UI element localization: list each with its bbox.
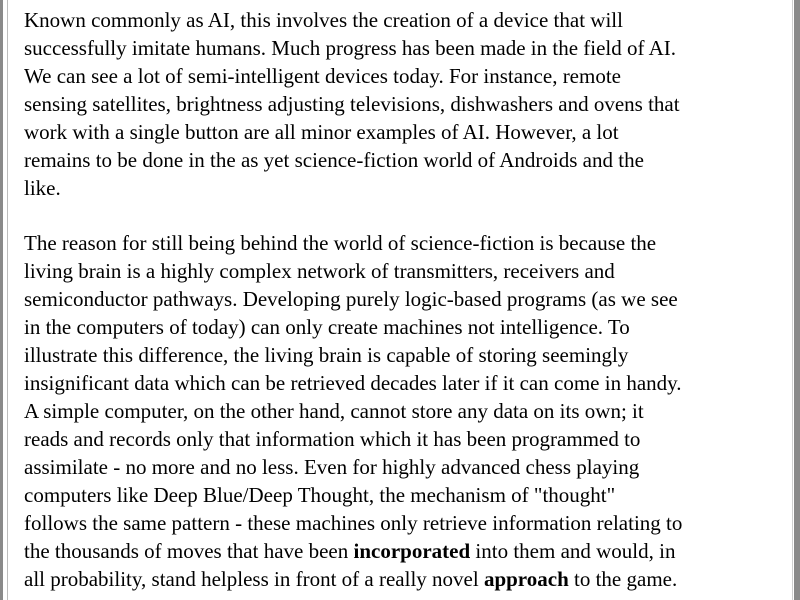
text-run: all probability, stand helpless in front of a really novel [24,567,484,591]
text-line: remains to be done in the as yet science-fiction world of Androids and the [24,148,644,172]
paragraph-2 [24,229,682,593]
text-line: successfully imitate humans. Much progress has been made in the field of AI. [24,36,677,60]
text-line: work with a single button are all minor examples of AI. However, a lot [24,120,619,144]
text-run: into them and would, in [470,539,676,563]
text-line: insignificant data which can be retrieved decades later if it can come in handy. [24,371,682,395]
right-border [794,0,800,600]
text-line: in the computers of today) can only create machines not intelligence. To [24,315,630,339]
left-border [0,0,3,600]
text-run: to the game. [568,567,678,591]
text-line: computers like Deep Blue/Deep Thought, the mechanism of "thought" [24,483,616,507]
paragraph-1 [24,6,680,202]
text-run: the thousands of moves that have been [24,539,354,563]
bold-word-incorporated: incorporated [353,539,471,563]
text-line: semiconductor pathways. Developing purely logic-based programs (as we see [24,287,678,311]
text-line: A simple computer, on the other hand, cannot store any data on its own; it [24,399,644,423]
text-line: The reason for still being behind the world of science-fiction is because the [24,231,657,255]
text-line-with-bold [24,565,682,593]
left-border-inner [7,0,8,600]
text-line: like. [24,176,61,200]
bold-word-approach: approach [483,567,569,591]
text-line: illustrate this difference, the living brain is capable of storing seemingly [24,343,629,367]
text-line: We can see a lot of semi-intelligent devices today. For instance, remote [24,64,621,88]
right-border-inner [792,0,793,600]
text-line: sensing satellites, brightness adjusting televisions, dishwashers and ovens that [24,92,680,116]
text-line-with-bold [24,537,682,565]
text-line: Known commonly as AI, this involves the creation of a device that will [24,8,623,32]
text-line: assimilate - no more and no less. Even for highly advanced chess playing [24,455,640,479]
text-line: living brain is a highly complex network of transmitters, receivers and [24,259,615,283]
text-line: follows the same pattern - these machines only retrieve information relating to [24,511,683,535]
text-line: reads and records only that information which it has been programmed to [24,427,641,451]
